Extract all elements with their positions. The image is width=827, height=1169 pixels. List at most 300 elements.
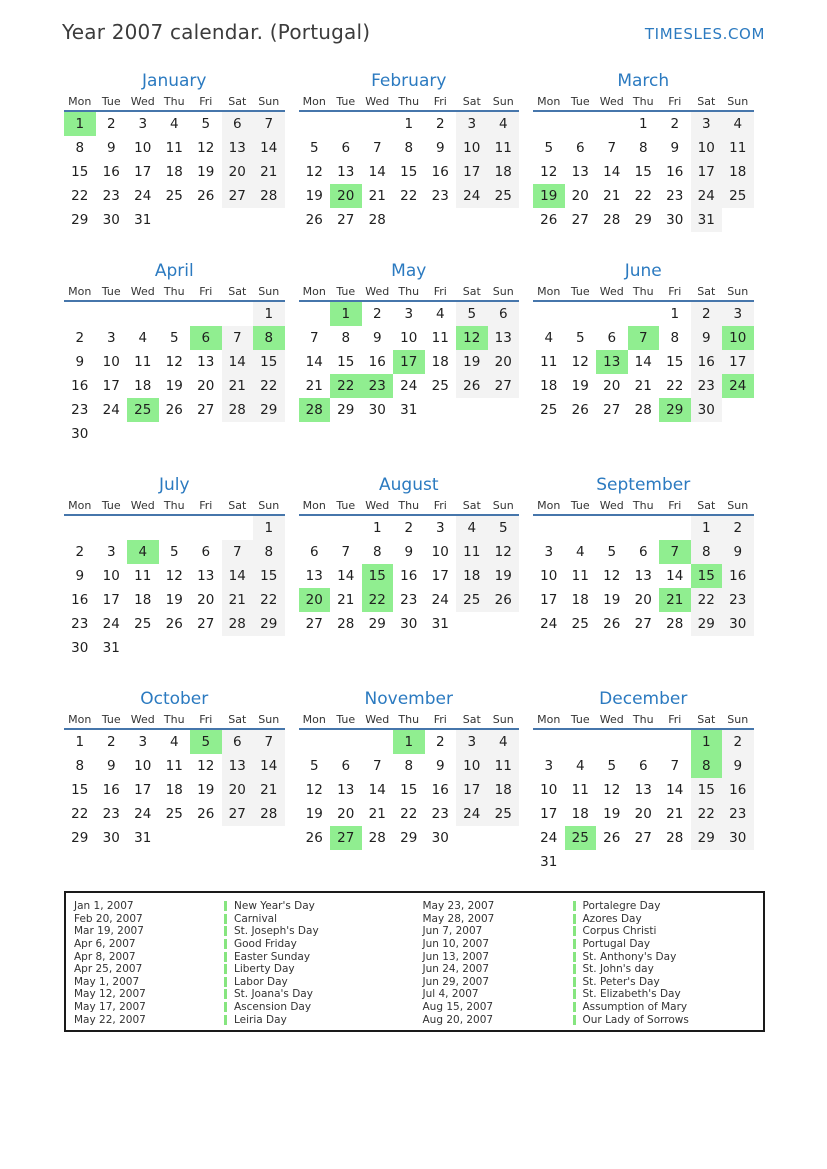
day-cell: 15 [400,782,418,798]
month-january [64,70,285,232]
day-cell: 25 [571,616,589,632]
day-header-thu: Thu [393,284,425,302]
day-cell: 30 [691,398,723,422]
day-header-sat: Sat [456,498,488,516]
day-cell: 30 [102,212,120,228]
holiday-date: May 23, 2007 [422,900,495,913]
day-cell: 8 [253,540,285,564]
month-day-grid [299,712,520,850]
day-cell: 5 [309,140,319,156]
day-header-sat: Sat [456,712,488,730]
holiday-marker [224,901,227,911]
holiday-name: Assumption of Mary [582,1001,688,1014]
month-day-grid [299,284,520,422]
day-cell: 22 [253,588,285,612]
day-header-sat: Sat [222,498,254,516]
day-cell: 23 [431,806,449,822]
day-header-sun: Sun [488,712,520,730]
day-cell-empty [533,302,565,326]
day-cell: 3 [106,544,116,560]
day-cell: 28 [634,402,652,418]
day-cell: 20 [222,160,254,184]
day-cell: 29 [659,398,691,422]
day-cell: 9 [404,544,414,560]
day-header-mon: Mon [64,94,96,112]
day-cell: 15 [634,164,652,180]
day-cell: 2 [722,516,754,540]
holiday-marker [573,964,576,974]
day-cell: 21 [222,374,254,398]
month-title: January [142,71,207,91]
day-cell: 6 [309,544,319,560]
day-cell-empty [659,730,691,754]
day-cell: 13 [634,568,652,584]
day-header-wed: Wed [362,712,394,730]
day-cell: 30 [71,640,89,656]
day-header-tue: Tue [565,94,597,112]
legend-column [423,900,756,1026]
day-cell: 26 [305,212,323,228]
month-title: December [599,689,688,709]
day-header-thu: Thu [159,498,191,516]
day-cell: 8 [341,330,351,346]
month-title: July [158,475,190,495]
month-day-grid [299,94,520,232]
day-cell: 15 [253,564,285,588]
day-cell: 11 [431,330,449,346]
month-june [533,260,754,422]
day-cell: 30 [722,612,754,636]
day-header-sun: Sun [488,94,520,112]
day-cell-empty [64,302,96,326]
holiday-marker [573,952,576,962]
day-header-sun: Sun [253,712,285,730]
page-title: Year 2007 calendar. (Portugal) [62,20,371,44]
month-title: February [371,71,447,91]
legend-row [423,1001,756,1014]
holiday-date: May 12, 2007 [74,988,146,1001]
month-day-grid [64,284,285,446]
day-cell: 20 [299,588,331,612]
day-cell: 10 [722,326,754,350]
day-cell: 20 [634,806,652,822]
day-header-tue: Tue [96,498,128,516]
day-cell: 21 [368,188,386,204]
holiday-date: Jun 24, 2007 [422,963,490,976]
day-cell: 16 [71,378,89,394]
day-cell: 16 [71,592,89,608]
day-cell-empty [596,302,628,326]
holiday-marker [573,926,576,936]
day-cell: 23 [722,802,754,826]
day-cell: 27 [337,212,355,228]
day-cell: 18 [165,782,183,798]
day-cell: 9 [106,758,116,774]
day-cell: 29 [71,212,89,228]
day-cell: 7 [309,330,319,346]
day-cell: 23 [102,188,120,204]
day-cell: 30 [666,212,684,228]
day-cell: 16 [102,782,120,798]
day-cell: 28 [603,212,621,228]
day-cell: 6 [222,112,254,136]
holiday-marker [573,939,576,949]
day-header-thu: Thu [628,498,660,516]
day-cell: 13 [571,164,589,180]
day-cell: 13 [634,782,652,798]
day-cell: 24 [102,616,120,632]
day-cell: 25 [134,616,152,632]
day-cell: 21 [634,378,652,394]
day-cell: 26 [305,830,323,846]
day-cell-empty [330,112,362,136]
day-cell: 17 [134,782,152,798]
day-cell: 10 [134,140,152,156]
day-cell: 19 [533,184,565,208]
day-cell-empty [299,302,331,326]
day-cell: 5 [201,116,211,132]
day-cell: 6 [222,730,254,754]
day-cell: 18 [134,378,152,394]
day-cell: 1 [75,734,85,750]
day-cell: 28 [666,830,684,846]
day-cell: 4 [722,112,754,136]
day-cell: 8 [404,140,414,156]
month-day-grid [533,284,754,422]
day-cell: 13 [197,568,215,584]
day-cell: 24 [134,806,152,822]
day-cell: 1 [691,516,723,540]
day-header-wed: Wed [596,712,628,730]
day-cell: 30 [71,426,89,442]
day-cell: 13 [222,754,254,778]
day-header-mon: Mon [299,94,331,112]
day-cell: 9 [691,326,723,350]
day-cell: 31 [102,640,120,656]
holiday-date: Jun 7, 2007 [422,925,483,938]
day-cell: 24 [400,378,418,394]
day-cell-empty [628,730,660,754]
day-cell: 30 [400,616,418,632]
day-header-fri: Fri [425,284,457,302]
day-cell: 15 [691,564,723,588]
legend-row [74,925,407,938]
holiday-name: Our Lady of Sorrows [582,1013,689,1026]
holiday-marker [224,1015,227,1025]
day-cell: 28 [222,398,254,422]
day-cell: 3 [404,306,414,322]
day-cell: 25 [722,184,754,208]
day-header-fri: Fri [659,284,691,302]
legend-row [74,913,407,926]
holiday-name: Portalegre Day [582,900,661,913]
day-cell-empty [362,730,394,754]
day-cell: 26 [456,374,488,398]
day-cell: 12 [456,326,488,350]
holiday-date: Aug 20, 2007 [422,1013,494,1026]
legend-row [423,938,756,951]
day-header-wed: Wed [127,94,159,112]
day-header-fri: Fri [190,284,222,302]
day-header-sat: Sat [222,284,254,302]
day-cell: 16 [722,778,754,802]
day-cell: 4 [435,306,445,322]
day-cell: 24 [540,830,558,846]
day-cell: 20 [488,350,520,374]
day-cell-empty [565,112,597,136]
day-cell: 4 [169,116,179,132]
month-november [299,688,520,850]
day-cell-empty [533,112,565,136]
holiday-name: Portugal Day [582,938,651,951]
day-cell: 7 [253,112,285,136]
day-cell: 22 [400,806,418,822]
day-cell: 27 [305,616,323,632]
day-cell: 19 [603,806,621,822]
day-cell: 4 [138,330,148,346]
day-cell: 27 [488,374,520,398]
day-cell: 24 [540,616,558,632]
day-cell: 3 [456,112,488,136]
day-cell: 11 [571,568,589,584]
month-title: August [379,475,439,495]
holiday-date: Jun 10, 2007 [422,938,490,951]
legend-row [423,900,756,913]
day-cell: 26 [197,806,215,822]
day-cell: 5 [309,758,319,774]
day-cell: 14 [666,568,684,584]
day-header-sat: Sat [456,94,488,112]
day-cell: 9 [722,754,754,778]
day-header-fri: Fri [190,498,222,516]
day-cell: 18 [571,592,589,608]
day-cell: 6 [341,758,351,774]
legend-row [74,976,407,989]
day-cell: 10 [134,758,152,774]
day-cell: 3 [691,112,723,136]
day-cell: 2 [106,116,116,132]
day-cell: 3 [435,520,445,536]
day-header-sat: Sat [456,284,488,302]
day-header-sun: Sun [253,498,285,516]
day-cell: 23 [431,188,449,204]
month-day-grid [533,498,754,636]
day-cell: 25 [456,588,488,612]
holiday-name: Labor Day [234,975,288,988]
month-july [64,474,285,660]
day-cell: 24 [431,592,449,608]
day-cell: 13 [337,164,355,180]
day-header-thu: Thu [159,712,191,730]
day-cell: 21 [666,806,684,822]
holiday-marker [224,926,227,936]
day-cell: 31 [400,402,418,418]
legend-row [74,900,407,913]
day-cell: 27 [634,830,652,846]
day-cell: 3 [722,302,754,326]
day-header-mon: Mon [533,94,565,112]
day-cell: 29 [691,612,723,636]
day-header-sun: Sun [722,94,754,112]
legend-row [423,950,756,963]
day-cell: 29 [634,212,652,228]
day-cell: 7 [372,140,382,156]
day-cell-empty [159,516,191,540]
day-cell-empty [330,730,362,754]
holiday-name: St. John's day [582,963,654,976]
day-cell: 14 [368,164,386,180]
day-cell: 1 [393,730,425,754]
day-cell: 9 [75,568,85,584]
holiday-marker [224,952,227,962]
holiday-marker [573,914,576,924]
day-cell: 4 [127,540,159,564]
day-header-mon: Mon [533,712,565,730]
holiday-date: Apr 8, 2007 [74,950,136,963]
day-cell: 5 [456,302,488,326]
day-cell: 2 [435,116,445,132]
day-cell: 17 [102,592,120,608]
holiday-name: St. Joana's Day [234,988,313,1001]
day-header-wed: Wed [596,284,628,302]
day-cell: 10 [540,568,558,584]
day-cell: 21 [659,588,691,612]
day-cell: 27 [222,184,254,208]
day-cell-empty [299,112,331,136]
day-header-tue: Tue [330,498,362,516]
day-cell: 27 [197,402,215,418]
day-cell: 7 [607,140,617,156]
day-header-tue: Tue [96,284,128,302]
day-cell: 1 [253,516,285,540]
day-header-fri: Fri [659,712,691,730]
day-cell: 11 [456,540,488,564]
day-cell: 9 [435,758,445,774]
day-cell: 26 [197,188,215,204]
month-october [64,688,285,850]
holiday-marker [573,977,576,987]
day-cell: 22 [330,374,362,398]
day-cell: 2 [75,330,85,346]
day-header-thu: Thu [628,94,660,112]
day-cell-empty [96,516,128,540]
holiday-name: Corpus Christi [582,925,657,938]
day-cell: 2 [435,734,445,750]
day-cell: 5 [190,730,222,754]
month-title: April [154,261,194,281]
day-cell: 15 [400,164,418,180]
day-cell: 10 [540,782,558,798]
day-cell: 28 [368,830,386,846]
day-cell: 24 [134,188,152,204]
day-cell-empty [565,516,597,540]
day-header-tue: Tue [96,712,128,730]
day-cell: 16 [691,350,723,374]
day-cell: 11 [134,354,152,370]
day-cell: 18 [134,592,152,608]
day-cell: 3 [138,116,148,132]
day-cell: 20 [197,592,215,608]
day-cell: 21 [603,188,621,204]
holiday-name: New Year's Day [234,900,315,913]
holiday-date: Apr 6, 2007 [74,938,136,951]
holiday-name: St. Peter's Day [582,975,660,988]
day-cell: 7 [659,540,691,564]
day-cell: 8 [638,140,648,156]
day-cell: 14 [337,568,355,584]
day-cell-empty [596,516,628,540]
day-cell-empty [659,516,691,540]
day-header-fri: Fri [425,498,457,516]
day-cell: 28 [666,616,684,632]
month-day-grid [64,94,285,232]
day-cell: 20 [337,806,355,822]
day-cell: 25 [127,398,159,422]
day-header-wed: Wed [596,498,628,516]
day-cell: 12 [165,354,183,370]
day-cell: 23 [666,188,684,204]
day-cell: 22 [253,374,285,398]
day-cell: 22 [666,378,684,394]
month-day-grid [533,712,754,874]
day-cell: 6 [190,326,222,350]
day-cell: 24 [102,402,120,418]
day-cell: 21 [253,160,285,184]
day-cell: 8 [691,540,723,564]
day-cell: 18 [431,354,449,370]
day-cell: 5 [544,140,554,156]
day-header-mon: Mon [64,712,96,730]
day-header-wed: Wed [362,284,394,302]
day-cell: 7 [222,326,254,350]
day-header-mon: Mon [64,284,96,302]
day-cell: 17 [540,806,558,822]
day-cell: 19 [305,188,323,204]
day-cell: 13 [305,568,323,584]
day-cell: 25 [165,806,183,822]
day-cell: 16 [102,164,120,180]
holiday-date: Apr 25, 2007 [74,963,143,976]
holiday-marker [224,1002,227,1012]
day-cell: 16 [368,354,386,370]
day-cell: 7 [628,326,660,350]
month-title: November [364,689,453,709]
day-cell: 4 [169,734,179,750]
month-day-grid [64,712,285,850]
day-header-sat: Sat [222,712,254,730]
day-cell: 26 [488,588,520,612]
day-cell: 16 [431,782,449,798]
day-header-tue: Tue [96,94,128,112]
day-cell: 4 [544,330,554,346]
day-cell: 7 [670,758,680,774]
day-cell: 27 [571,212,589,228]
holiday-marker [224,964,227,974]
site-logo-link[interactable]: TIMESLES.COM [644,25,765,43]
holiday-name: Leiria Day [234,1013,287,1026]
day-cell-empty [190,516,222,540]
day-header-tue: Tue [565,712,597,730]
day-cell: 4 [575,544,585,560]
month-september [533,474,754,636]
day-cell: 19 [305,806,323,822]
day-header-wed: Wed [362,94,394,112]
day-cell: 5 [488,516,520,540]
day-header-sat: Sat [691,712,723,730]
day-cell: 5 [607,544,617,560]
day-cell: 25 [488,802,520,826]
day-cell-empty [533,516,565,540]
